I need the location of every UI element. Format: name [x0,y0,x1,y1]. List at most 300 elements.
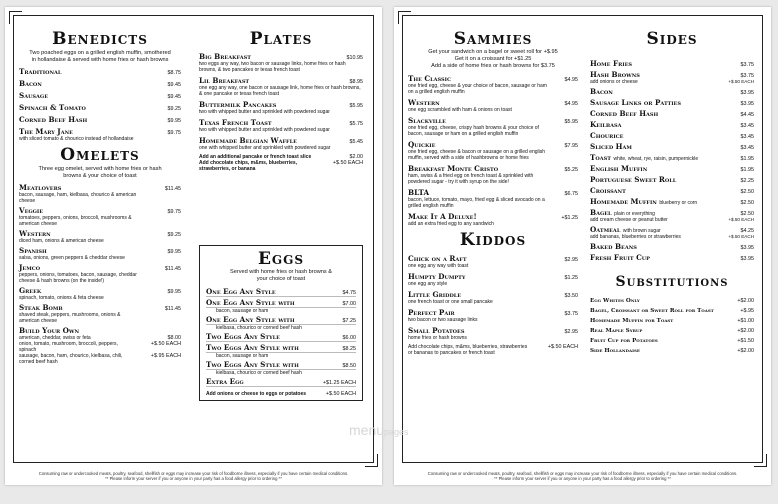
omelet-item-desc: shaved steak, peppers, mushrooms, onions & american cheese [19,312,121,324]
substitution-item-row [590,298,754,304]
benedict-item-row [19,91,181,100]
sammie-item-name: BLTA [408,188,430,197]
plate-item-row [199,100,363,109]
build-your-own [19,326,181,365]
substitution-item [590,348,754,354]
omelet-item [19,206,181,227]
plates-addon-price: +$.50 EACH [332,160,363,166]
plate-item-desc: two with whipped butter and sprinkled with powdered sugar [199,109,330,115]
sammies-intro-1: Get your sandwich on a bagel or sweet roll for +$.95 [428,49,558,55]
benedict-item-row [19,115,181,124]
egg-item-price: $8.25 [342,346,356,352]
omelet-item-desc: tomatoes, peppers, onions, broccoli, mushrooms & american cheese [19,215,132,227]
side-item-row [590,131,754,140]
side-item-name: Chourice [590,131,624,140]
kiddo-item-row [408,272,578,281]
plate-item-price: $5.95 [349,103,363,109]
egg-item-name: One Egg Any Style with [206,298,295,307]
side-item-row [590,225,754,234]
eggs-addon-price: +$.50 EACH [325,391,356,397]
side-item-name: Keilbasa [590,120,622,129]
substitution-item-name: Fruit Cup for Potatoes [590,338,658,344]
side-item-desc: add cream cheese or peanut butter [590,217,668,223]
substitution-item-name: Egg Whites Only [590,298,640,304]
sammie-item-price: +$1.25 [561,215,578,221]
sammie-item-row [408,164,578,173]
omelet-item-row [19,246,181,255]
sammies-intro-2: Get it on a croissant for +$1.25 [454,56,532,62]
benedict-item [19,127,181,142]
sides-column [590,29,754,358]
egg-item-desc: bacon, sausage or ham [216,308,269,314]
watermark-suffix: pages [384,427,409,437]
side-item-name: Sliced Ham [590,142,632,151]
footer-disclaimer: Consuming raw or undercooked meats, poultry, seafood, shellfish or eggs may increase your risk of foodborne illness, especially if you have certain medical conditions. [427,471,738,476]
sammie-item-desc: ham, swiss & a fried egg on french toast & sprinkled with powdered sugar - try it with syrup on the side! [408,173,534,185]
substitution-item-name: Side Hollandaise [590,348,640,354]
side-item [590,59,754,68]
omelet-item-desc: salsa, onions, green peppers & cheddar cheese [19,255,125,261]
omelet-item-name: Veggie [19,206,44,215]
omelet-item-desc: spinach, tomato, onions & feta cheese [19,295,104,301]
plate-item-row [199,136,363,145]
egg-item [206,360,356,376]
sammie-item-desc: add an extra fried egg to any sandwich [408,221,494,227]
side-item-name [590,225,661,234]
kiddo-item [408,272,578,287]
side-item-price: $2.50 [740,211,754,217]
egg-item-desc: kielbasa, chourico or corned beef hash [216,325,302,331]
plates-list [199,52,363,151]
benedict-item-row [19,79,181,88]
omelet-item-name: Greek [19,286,42,295]
omelet-item-price: $9.95 [167,289,181,295]
benedict-item-price: $9.75 [167,130,181,136]
sammie-item-name: Make It A Deluxe! [408,212,477,221]
plates-addon: Add chocolate chips, m&ms, blueberries, strawberries, or banana [199,160,298,172]
sammie-item-price: $4.95 [564,101,578,107]
benedict-item-name: Corned Beef Hash [19,115,88,124]
benedict-item-name: Spinach & Tomato [19,103,86,112]
substitution-item-price: +$2.00 [737,328,754,334]
substitutions-list [590,298,754,354]
sammie-item-name: Slackville [408,116,446,125]
side-item-name: Croissant [590,186,626,195]
benedict-item-desc: with sliced tomato & chourico instead of hollandaise [19,136,134,142]
benedict-item-row [19,103,181,112]
sammie-item-row [408,212,578,221]
plate-item-name: Buttermilk Pancakes [199,100,277,109]
substitution-item-row [590,338,754,344]
sammie-item [408,74,578,95]
benedict-item [19,91,181,100]
kiddo-item [408,326,578,341]
side-item-desc-row [590,217,754,223]
side-item-price: $3.95 [740,256,754,262]
egg-item [206,298,356,314]
kiddos-addon-price: +$.50 EACH [547,344,578,350]
kiddo-item-desc: one egg any style [408,281,448,287]
benedict-item [19,115,181,124]
side-item [590,70,754,85]
plate-item-row [199,118,363,127]
eggs-box [199,245,363,401]
side-item-row [590,142,754,151]
omelet-item-name: Spanish [19,246,47,255]
side-item-row [590,59,754,68]
side-item-price: $3.95 [740,245,754,251]
sammie-item [408,212,578,227]
side-item-name: Fresh Fruit Cup [590,253,650,262]
sammie-item-price: $5.25 [564,167,578,173]
sammie-item [408,188,578,209]
plate-item-name: Big Breakfast [199,52,251,61]
egg-item-name: Two Eggs Any Style with [206,343,299,352]
side-item [590,253,754,262]
side-item-name [590,197,697,206]
kiddo-item-price: $1.25 [564,275,578,281]
substitution-item [590,318,754,324]
sides-list [590,59,754,262]
side-item-desc-row [590,234,754,240]
side-item-name: English Muffin [590,164,648,173]
sammie-item-price: $4.95 [564,77,578,83]
side-item-price: $1.95 [740,167,754,173]
plate-item-price: $5.45 [349,139,363,145]
omelet-item-row [19,206,181,215]
build-line: onion, tomato, mushroom, broccoli, peppers, spinach [19,341,118,353]
side-item-desc: add bananas, blueberries or strawberries [590,234,681,240]
eggs-title: Eggs [257,249,305,269]
side-item-row [590,109,754,118]
plate-item-desc: two with whipped butter and sprinkled with powdered sugar [199,127,330,133]
sammie-item-name: Western [408,98,440,107]
plates-title: Plates [249,29,313,49]
build-your-own-name: Build Your Own [19,326,80,335]
kiddo-item-row [408,290,578,299]
side-item-name-text: Toast [590,153,611,162]
side-item-price: $4.45 [740,112,754,118]
allergy-footer-right [402,471,763,481]
plate-item-row [199,76,363,85]
benedict-item-name: Sausage [19,91,49,100]
plate-item [199,100,363,115]
sammie-item-row [408,98,578,107]
sammie-item [408,116,578,137]
side-item-price: $3.45 [740,134,754,140]
side-item-name: Portuguese Sweet Roll [590,175,677,184]
sammie-item [408,140,578,161]
benedicts-list [19,67,181,142]
sammie-item-name: Quickie [408,140,436,149]
substitution-item-row [590,318,754,324]
kiddo-item-name: Small Potatoes [408,326,465,335]
side-item-price: $3.95 [740,90,754,96]
benedict-item-row [19,127,181,136]
sammie-item-desc: one fried egg, cheese & bacon or sausage on a grilled english muffin, served with a side of hashbrowns or home fries [408,149,546,161]
side-item-row [590,164,754,173]
side-item-price: $4.25 [740,228,754,234]
side-item [590,98,754,107]
sammie-item-price: $6.75 [564,191,578,197]
side-item-note: with brown sugar [622,228,661,234]
egg-item-row [206,343,356,353]
kiddo-item-name: Little Griddle [408,290,462,299]
egg-item-price: $4.75 [342,290,356,296]
omelet-item-desc: peppers, onions, tomatoes, bacon, sausage, cheddar cheese & hash browns (on the inside!) [19,272,137,284]
plates-addon-price: $2.00 [349,154,363,160]
kiddos-addon: Add chocolate chips, m&ms, blueberries, strawberries or bananas to pancakes or french toast [408,344,528,356]
side-item-price: $3.95 [740,101,754,107]
kiddo-item-name: Humpty Dumpty [408,272,466,281]
plate-item-price: $5.75 [349,121,363,127]
omelets-title: Omelets [60,145,140,165]
plate-item-row [199,52,363,61]
build-line-price: $8.00 [167,335,181,341]
side-item-row [590,153,754,162]
left-column [19,29,181,365]
side-item-price: $3.75 [740,73,754,79]
side-item-row [590,175,754,184]
benedict-item-price: $8.75 [167,70,181,76]
side-item-name [590,153,698,162]
side-item-row [590,208,754,217]
omelet-item-price: $9.95 [167,249,181,255]
side-item-price: $2.50 [740,189,754,195]
egg-item-row [206,377,356,387]
omelet-item-desc: diced ham, onions & american cheese [19,238,104,244]
side-item-name: Baked Beans [590,242,637,251]
sammie-item-desc: one egg scrambled with ham & onions on toast [408,107,512,113]
side-item-note: white, wheat, rye, raisin, pumpernickle [613,156,699,162]
kiddo-item-desc: home fries or hash browns [408,335,467,341]
plate-item-desc: one with whipped butter and sprinkled with powdered sugar [199,145,331,151]
side-item-desc-row [590,79,754,85]
kiddo-item-row [408,308,578,317]
omelet-item-price: $11.45 [164,306,181,312]
sammie-item-desc: bacon, lettuce, tomato, mayo, fried egg & sliced avocado on a grilled english muffin [408,197,545,209]
omelet-item-name: Steak Bomb [19,303,63,312]
omelet-item-row [19,286,181,295]
side-item [590,186,754,195]
plate-item-price: $8.95 [349,79,363,85]
side-item-price: $1.95 [740,156,754,162]
substitution-item-price: +$.95 [740,308,754,314]
side-item-name [590,208,655,217]
egg-item-name: One Egg Any Style with [206,315,295,324]
sammie-item-row [408,116,578,125]
egg-item-name: Two Eggs Any Style with [206,360,299,369]
substitution-item-price: +$1.00 [737,318,754,324]
side-item [590,87,754,96]
plate-item [199,52,363,73]
substitution-item-name: Real Maple Syrup [590,328,643,334]
footer-disclaimer: Consuming raw or undercooked meats, poultry, seafood, shellfish or eggs may increase your risk of foodborne illness, especially if you have certain medical conditions. [38,471,349,476]
omelet-item-row [19,303,181,312]
side-item-row [590,87,754,96]
kiddo-item-row [408,254,578,263]
kiddo-item-price: $3.75 [564,311,578,317]
side-item [590,197,754,206]
kiddo-item-desc: one egg any way with toast [408,263,469,269]
side-item [590,164,754,173]
kiddo-item-desc: one french toast or one small pancake [408,299,493,305]
side-item [590,142,754,151]
substitution-item-price: +$2.00 [737,298,754,304]
benedict-item-price: $9.45 [167,94,181,100]
sammies-column [408,29,578,356]
plate-item [199,118,363,133]
substitution-item-price: +$2.00 [737,348,754,354]
side-item-price: $2.25 [740,178,754,184]
watermark-text: menu [349,422,385,438]
side-item-desc-price: +$.50 EACH [728,217,754,222]
benedict-item [19,103,181,112]
omelet-item-price: $9.75 [167,209,181,215]
plate-item [199,76,363,97]
kiddo-item [408,308,578,323]
sammies-intro-3: Add a side of home fries or hash browns for $3.75 [431,63,555,69]
egg-item-price: +$1.25 EACH [322,380,356,386]
side-item-row [590,197,754,206]
side-item-desc: add onions or cheese [590,79,638,85]
omelet-item-name: Jemco [19,263,41,272]
substitution-item [590,308,754,314]
allergy-footer-left [13,471,374,481]
benedict-item [19,67,181,76]
plate-item-price: $10.95 [346,55,363,61]
eggs-addon: Add onions or cheese to eggs or potatoes [206,391,307,397]
omelet-item-row [19,183,181,192]
sammie-item-name: Breakfast Monte Cristo [408,164,499,173]
kiddo-item-name: Perfect Pair [408,308,455,317]
substitution-item-row [590,328,754,334]
kiddo-item [408,290,578,305]
sammie-item-price: $5.95 [564,119,578,125]
side-item-note: plain or everything [614,211,655,217]
side-item-price: $3.75 [740,62,754,68]
egg-item [206,377,356,387]
egg-item-row [206,332,356,342]
build-line-price: +$.50 EACH [150,341,181,347]
side-item [590,131,754,140]
omelet-item [19,303,181,324]
plate-item-name: Texas French Toast [199,118,272,127]
omelet-item-price: $9.25 [167,232,181,238]
plate-item-name: Lil Breakfast [199,76,250,85]
side-item-note: blueberry or corn [659,200,698,206]
plates-addon: Add an additional pancake or french toast slice [199,154,312,160]
egg-item [206,315,356,331]
sammies-title: Sammies [453,29,533,49]
side-item-price: $2.50 [740,200,754,206]
egg-item-desc: kielbasa, chourico or corned beef hash [216,370,302,376]
omelets-intro: Three egg omelet, served with home fries or hash browns & your choice of toast [38,166,162,179]
kiddo-item-price: $2.95 [564,257,578,263]
sammie-item-desc: one fried egg, cheese, crispy hash browns & your choice of bacon, sausage or ham on a grilled english muffin [408,125,539,137]
kiddos-title: Kiddos [459,230,527,250]
benedicts-title: Benedicts [52,29,148,49]
plate-item-desc: two eggs any way, two bacon or sausage links, home fries or hash browns, & two pancakes or texas french toast [199,61,346,73]
omelet-item-name: Western [19,229,51,238]
egg-item [206,343,356,359]
substitution-item [590,328,754,334]
sammie-item-row [408,188,578,197]
side-item-name-text: Bagel [590,208,612,217]
side-item [590,242,754,251]
sammie-item-price: $7.95 [564,143,578,149]
side-item-name-text: Oatmeal [590,225,621,234]
omelet-item [19,229,181,244]
egg-item-price: $7.00 [342,301,356,307]
side-item-row [590,253,754,262]
side-item-price: $3.45 [740,145,754,151]
egg-item-row [206,298,356,308]
menu-page-right [394,7,771,485]
omelet-item [19,246,181,261]
substitution-item [590,298,754,304]
plate-item-name: Homemade Belgian Waffle [199,136,297,145]
substitution-item-name: Bagel, Croissant or Sweet Roll for Toast [590,308,714,314]
side-item [590,225,754,240]
plates-column [199,29,363,172]
benedict-item-price: $9.95 [167,118,181,124]
side-item-name: Home Fries [590,59,633,68]
egg-item-name: Two Eggs Any Style [206,332,280,341]
omelet-item [19,286,181,301]
omelet-item-desc: bacon, sausage, ham, kielbasa, chourico & american cheese [19,192,137,204]
omelet-item-name: Meatlovers [19,183,62,192]
plate-item [199,136,363,151]
omelet-item-row [19,263,181,272]
egg-item-name: One Egg Any Style [206,287,276,296]
side-item-desc-price: +$.50 EACH [728,234,754,239]
sammie-item [408,164,578,185]
side-item-row [590,98,754,107]
build-line: american, cheddar, swiss or feta [19,335,91,341]
side-item-name: Bacon [590,87,613,96]
substitution-item-row [590,348,754,354]
egg-item-desc: bacon, sausage or ham [216,353,269,359]
side-item-row [590,70,754,79]
omelet-item [19,263,181,284]
plate-item-desc: one egg any way, one bacon or sausage link, home fries or hash browns, & one pancake or texas french toast [199,85,361,97]
egg-item-price: $6.00 [342,335,356,341]
sammie-item-name: The Classic [408,74,451,83]
side-item [590,120,754,129]
benedict-item-name: The Mary Jane [19,127,73,136]
omelet-item [19,183,181,204]
kiddo-item-name: Chick on a Raft [408,254,467,263]
egg-item-row [206,315,356,325]
egg-item [206,332,356,342]
sammie-item-desc: one fried egg, cheese & your choice of bacon, sausage or ham on a grilled english muffin [408,83,547,95]
benedict-item-name: Traditional [19,67,62,76]
build-line: sausage, bacon, ham, chourico, kielbasa, chili, corned beef hash [19,353,123,365]
sides-title: Sides [646,29,698,49]
substitution-item-row [590,308,754,314]
kiddo-item-price: $3.50 [564,293,578,299]
egg-item-row [206,360,356,370]
egg-item [206,287,356,297]
side-item-row [590,186,754,195]
side-item-row [590,242,754,251]
benedict-item-name: Bacon [19,79,42,88]
substitutions-title: Substitutions [615,274,729,290]
side-item [590,175,754,184]
eggs-list [206,287,356,387]
omelet-item-price: $11.45 [164,186,181,192]
